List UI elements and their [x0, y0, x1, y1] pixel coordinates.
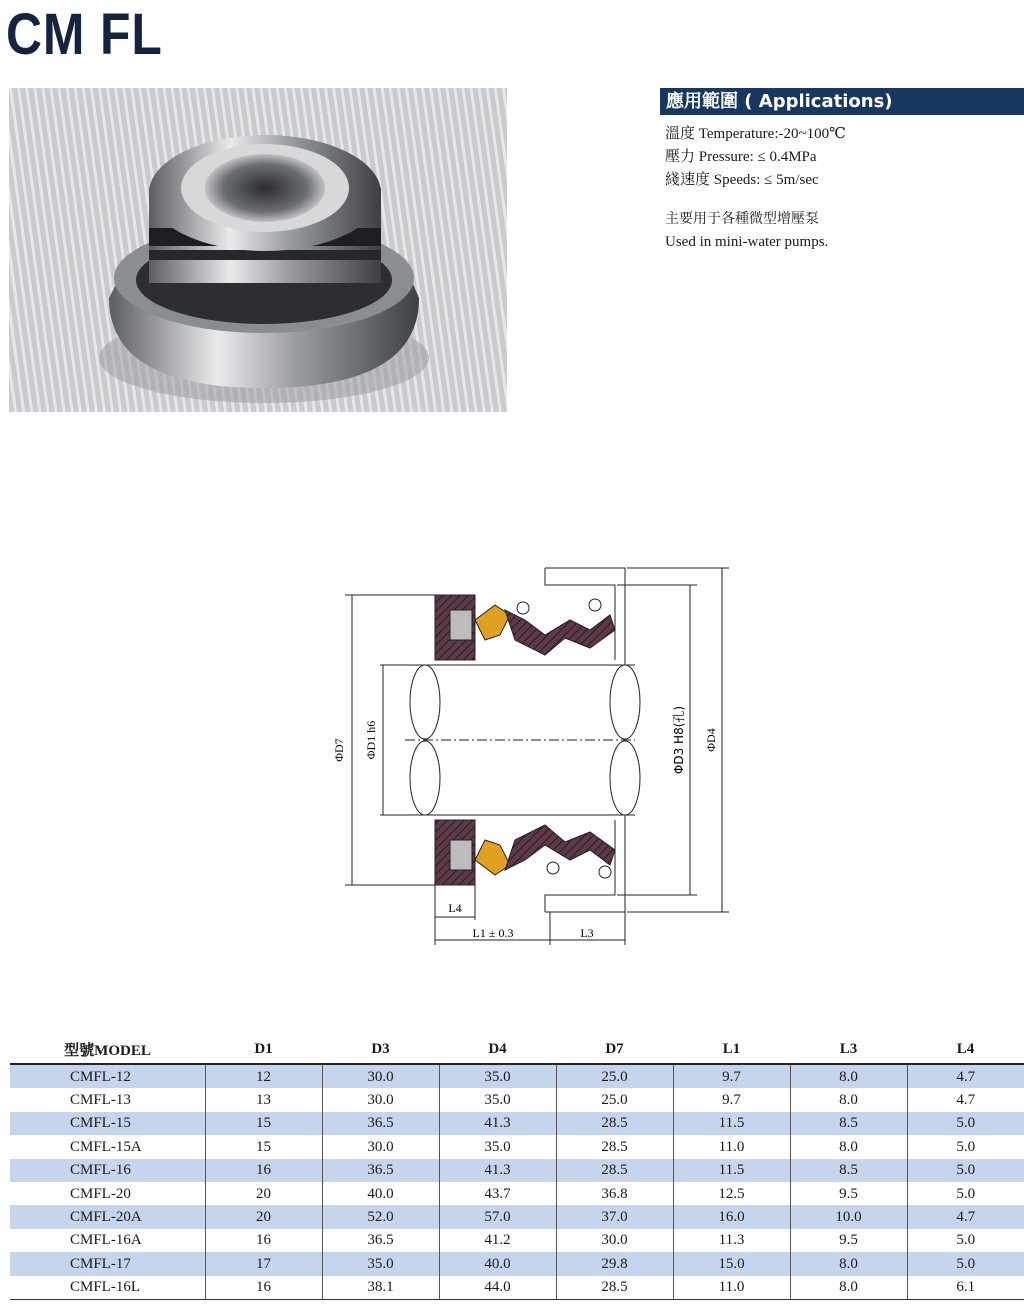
table-row [10, 1276, 1024, 1300]
model-cell: CMFL-20A [10, 1205, 205, 1228]
value-cell: 36.8 [556, 1182, 673, 1205]
table-row [10, 1159, 1024, 1182]
header-l3: L3 [790, 1035, 907, 1064]
value-cell: 11.0 [673, 1276, 790, 1300]
value-cell: 52.0 [322, 1205, 439, 1228]
model-cell: CMFL-12 [10, 1064, 205, 1088]
value-cell: 8.0 [790, 1252, 907, 1275]
value-cell: 8.5 [790, 1159, 907, 1182]
l3-label: L3 [580, 926, 594, 940]
value-cell: 36.5 [322, 1229, 439, 1252]
product-photo [9, 88, 507, 412]
value-cell: 35.0 [322, 1252, 439, 1275]
table-row [10, 1112, 1024, 1135]
model-cell: CMFL-17 [10, 1252, 205, 1275]
value-cell: 17 [205, 1252, 322, 1275]
table-header-row [10, 1035, 1024, 1064]
model-cell: CMFL-16A [70, 1232, 142, 1249]
model-cell: CMFL-20 [70, 1185, 131, 1202]
value-cell: 15 [205, 1112, 322, 1135]
header-d4: D4 [439, 1035, 556, 1064]
value-cell: 37.0 [556, 1205, 673, 1228]
header-l1: L1 [673, 1035, 790, 1064]
table-row [10, 1229, 1024, 1252]
value-cell: 8.0 [790, 1135, 907, 1158]
table-row [10, 1205, 1024, 1228]
value-cell: 8.0 [790, 1064, 907, 1088]
value-cell: 9.5 [790, 1182, 907, 1205]
value-cell: 10.0 [790, 1205, 907, 1228]
d4-label: ΦD4 [704, 728, 718, 752]
table-row [10, 1182, 1024, 1205]
value-cell: 30.0 [322, 1064, 439, 1088]
value-cell: 57.0 [439, 1205, 556, 1228]
value-cell: 28.5 [556, 1276, 673, 1300]
value-cell: 5.0 [907, 1182, 1024, 1205]
value-cell: 15 [205, 1135, 322, 1158]
value-cell: 5.0 [907, 1229, 1024, 1252]
specification-table [10, 1035, 1024, 1300]
value-cell: 16 [205, 1276, 322, 1300]
model-cell: CMFL-13 [70, 1092, 131, 1109]
l4-label: L4 [448, 901, 462, 915]
value-cell: 16 [205, 1159, 322, 1182]
model-cell: CMFL-16L [10, 1276, 205, 1300]
value-cell: 16 [205, 1229, 322, 1252]
header-model: 型號MODEL [10, 1035, 205, 1064]
model-cell: CMFL-16 [10, 1159, 205, 1182]
value-cell: 29.8 [556, 1252, 673, 1275]
value-cell: 8.0 [790, 1276, 907, 1300]
value-cell: 25.0 [556, 1088, 673, 1111]
temperature-spec: 溫度 Temperature:-20~100℃ [665, 126, 846, 142]
value-cell: 11.0 [673, 1135, 790, 1158]
table-row [10, 1064, 1024, 1088]
header-d7: D7 [556, 1035, 673, 1064]
value-cell: 41.2 [439, 1229, 556, 1252]
value-cell: 38.1 [322, 1276, 439, 1300]
usage-chinese: 主要用于各種微型增壓泵 [665, 211, 819, 227]
table-row [10, 1252, 1024, 1275]
value-cell: 36.5 [322, 1112, 439, 1135]
value-cell: 40.0 [322, 1182, 439, 1205]
value-cell: 30.0 [322, 1135, 439, 1158]
value-cell: 43.7 [439, 1182, 556, 1205]
l1-label: L1 ± 0.3 [472, 926, 514, 940]
value-cell: 30.0 [556, 1229, 673, 1252]
value-cell: 11.5 [673, 1159, 790, 1182]
value-cell: 44.0 [439, 1276, 556, 1300]
value-cell: 9.7 [673, 1088, 790, 1111]
pressure-spec: 壓力 Pressure: ≤ 0.4MPa [665, 149, 817, 165]
model-cell: CMFL-15 [10, 1112, 205, 1135]
value-cell: 16.0 [673, 1205, 790, 1228]
value-cell: 4.7 [907, 1064, 1024, 1088]
value-cell: 11.5 [673, 1112, 790, 1135]
value-cell: 5.0 [907, 1112, 1024, 1135]
value-cell: 11.3 [673, 1229, 790, 1252]
value-cell: 35.0 [439, 1135, 556, 1158]
d3-label: ΦD3 H8(孔) [672, 705, 686, 775]
header-d3: D3 [322, 1035, 439, 1064]
applications-section [660, 88, 1024, 254]
value-cell: 5.0 [907, 1252, 1024, 1275]
value-cell: 6.1 [907, 1276, 1024, 1300]
speed-spec: 綫速度 Speeds: ≤ 5m/sec [665, 172, 819, 188]
table-row [10, 1135, 1024, 1158]
value-cell: 20 [205, 1182, 322, 1205]
model-cell: CMFL-15A [70, 1138, 142, 1155]
d1-label: ΦD1 h6 [364, 720, 378, 760]
value-cell: 13 [205, 1088, 322, 1111]
value-cell: 41.3 [439, 1159, 556, 1182]
value-cell: 28.5 [556, 1112, 673, 1135]
value-cell: 4.7 [907, 1088, 1024, 1111]
value-cell: 15.0 [673, 1252, 790, 1275]
value-cell: 41.3 [439, 1112, 556, 1135]
header-d1: D1 [205, 1035, 322, 1064]
value-cell: 28.5 [556, 1135, 673, 1158]
technical-drawing [325, 560, 745, 960]
value-cell: 8.5 [790, 1112, 907, 1135]
page-title: CM FL [6, 2, 163, 67]
value-cell: 12.5 [673, 1182, 790, 1205]
d7-label: ΦD7 [332, 738, 346, 762]
value-cell: 30.0 [322, 1088, 439, 1111]
value-cell: 25.0 [556, 1064, 673, 1088]
table-row [10, 1088, 1024, 1111]
value-cell: 4.7 [907, 1205, 1024, 1228]
value-cell: 8.0 [790, 1088, 907, 1111]
usage-english: Used in mini-water pumps. [665, 234, 829, 250]
value-cell: 9.7 [673, 1064, 790, 1088]
header-l4: L4 [907, 1035, 1024, 1064]
value-cell: 5.0 [907, 1159, 1024, 1182]
value-cell: 36.5 [322, 1159, 439, 1182]
value-cell: 20 [205, 1205, 322, 1228]
value-cell: 35.0 [439, 1064, 556, 1088]
value-cell: 5.0 [907, 1135, 1024, 1158]
value-cell: 35.0 [439, 1088, 556, 1111]
value-cell: 28.5 [556, 1159, 673, 1182]
value-cell: 40.0 [439, 1252, 556, 1275]
value-cell: 9.5 [790, 1229, 907, 1252]
value-cell: 12 [205, 1064, 322, 1088]
applications-header: 應用範圍 ( Applications) [660, 88, 1024, 115]
